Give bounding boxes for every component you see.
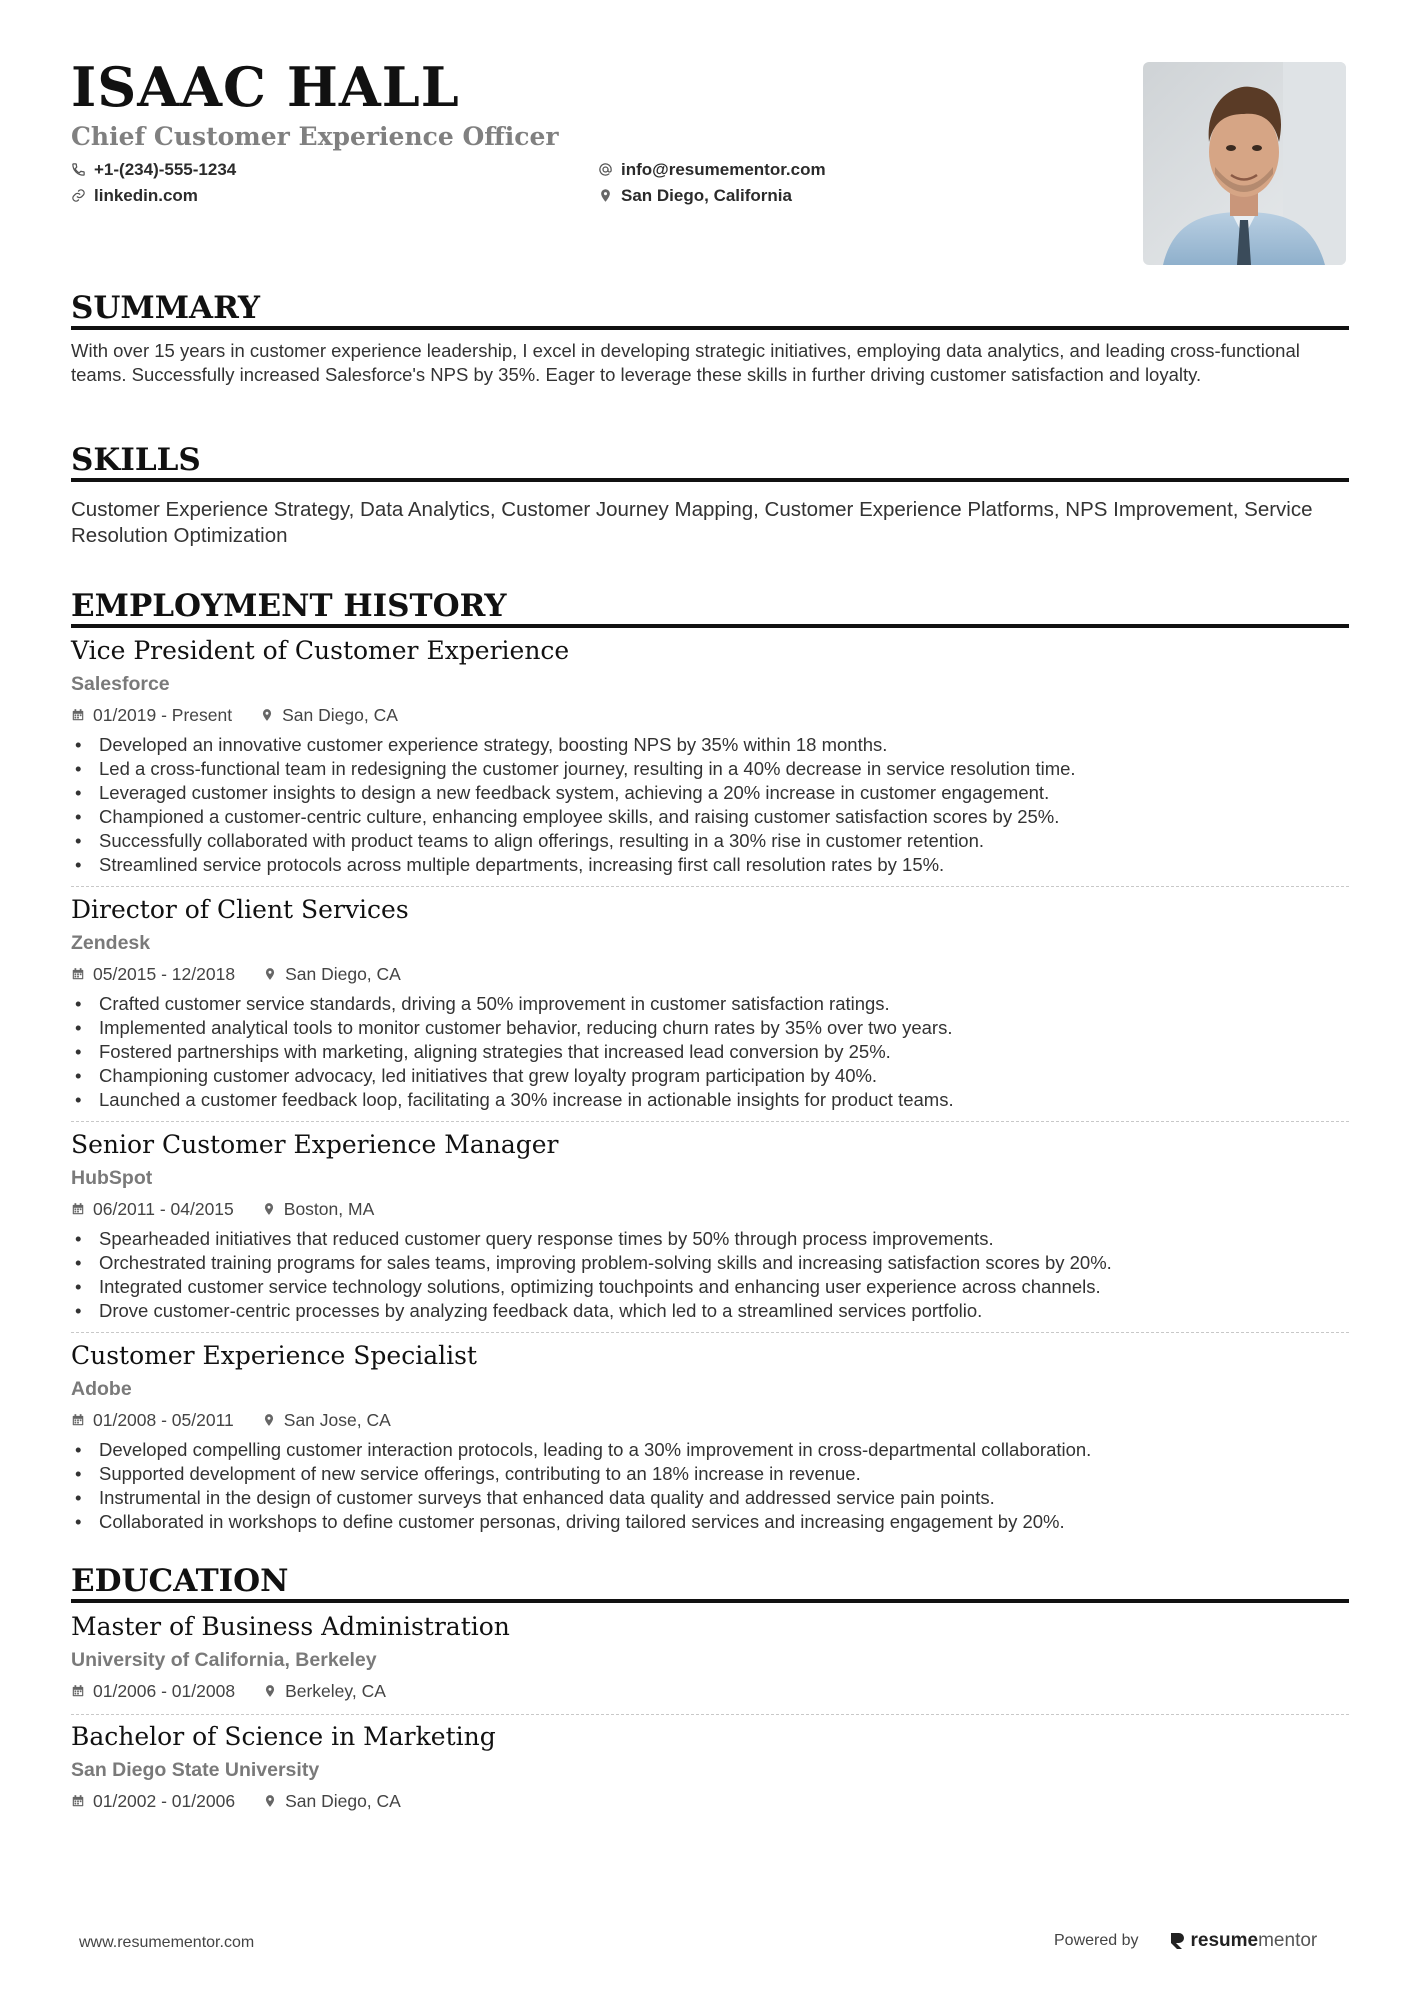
- job-divider: [71, 1332, 1349, 1333]
- education-dates: 01/2002 - 01/2006: [93, 1790, 236, 1811]
- skills-text: Customer Experience Strategy, Data Analytics, Customer Journey Mapping, Customer Experience Platforms, NPS Improvement, Service Resolution Optimization: [71, 498, 1313, 547]
- calendar-icon: [71, 1794, 85, 1808]
- calendar-icon: [71, 1413, 85, 1427]
- employment-rule: [71, 624, 1349, 628]
- map-pin-icon: [260, 708, 274, 722]
- linkedin-text: linkedin.com: [94, 186, 198, 205]
- job-location: [262, 1198, 375, 1219]
- education-entry: [71, 1724, 1349, 1810]
- job-title: Senior Customer Experience Manager: [71, 1130, 559, 1159]
- education-dates: 01/2006 - 01/2008: [93, 1680, 236, 1701]
- bullet-item: • Streamlined service protocols across multiple departments, increasing first call resolution rates by 15%.: [71, 853, 1349, 877]
- calendar-icon: [71, 1202, 85, 1216]
- job-meta: [71, 1198, 1349, 1219]
- job-meta: [71, 704, 1349, 725]
- bullet-item: • Orchestrated training programs for sales teams, improving problem-solving skills and increasing satisfaction scores by 20%.: [71, 1251, 1349, 1275]
- job-dates: 01/2008 - 05/2011: [93, 1409, 234, 1430]
- at-icon: [598, 162, 613, 177]
- bullet-item: • Instrumental in the design of customer surveys that enhanced data quality and addressed service pain points.: [71, 1486, 1349, 1510]
- bullet-item: • Leveraged customer insights to design a new feedback system, achieving a 20% increase in customer engagement.: [71, 781, 1349, 805]
- location-text: San Diego, California: [621, 186, 792, 205]
- map-pin-icon: [262, 1202, 276, 1216]
- job-title: Customer Experience Specialist: [71, 1341, 477, 1370]
- education-location-text: San Diego, CA: [285, 1790, 401, 1811]
- job-bullets: [71, 733, 1349, 877]
- bullet-item: • Drove customer-centric processes by analyzing feedback data, which led to a streamlined services portfolio.: [71, 1299, 1349, 1323]
- job-divider: [71, 1121, 1349, 1122]
- job-location: [260, 704, 398, 725]
- skills-heading: SKILLS: [71, 442, 201, 478]
- job-location-text: San Diego, CA: [282, 704, 398, 725]
- summary-text: With over 15 years in customer experience leadership, I excel in developing strategic initiatives, employing data analytics, and leading cross-functional teams. Successfully increased Salesforce's NPS by 35%. Eager to leverage these skills in further driving customer satisfaction and loyalty.: [71, 340, 1300, 385]
- job-dates: 05/2015 - 12/2018: [93, 963, 236, 984]
- calendar-icon: [71, 708, 85, 722]
- job-dates: 06/2011 - 04/2015: [93, 1198, 234, 1219]
- bullet-item: • Implemented analytical tools to monitor customer behavior, reducing churn rates by 35% over two years.: [71, 1016, 1349, 1040]
- job-meta: [71, 963, 1349, 984]
- bullet-item: • Supported development of new service offerings, contributing to an 18% increase in revenue.: [71, 1462, 1349, 1486]
- footer-powered: [1054, 1930, 1317, 1952]
- job-entry: [71, 897, 1349, 1112]
- contact-phone[interactable]: [71, 161, 236, 178]
- summary-heading: SUMMARY: [71, 290, 261, 326]
- school-name: University of California, Berkeley: [71, 1649, 377, 1671]
- job-location-text: Boston, MA: [283, 1198, 375, 1219]
- candidate-title: Chief Customer Experience Officer: [71, 122, 559, 151]
- bullet-item: • Led a cross-functional team in redesigning the customer journey, resulting in a 40% decrease in service resolution time.: [71, 757, 1349, 781]
- education-location-text: Berkeley, CA: [285, 1680, 386, 1701]
- bullet-item: • Spearheaded initiatives that reduced customer query response times by 50% through process improvements.: [71, 1227, 1349, 1251]
- job-company: HubSpot: [71, 1167, 153, 1189]
- job-location: [262, 1409, 391, 1430]
- calendar-icon: [71, 1684, 85, 1698]
- resumementor-logo-icon: [1169, 1932, 1185, 1950]
- email-text: info@resumementor.com: [621, 160, 826, 179]
- contact-location: [598, 187, 792, 204]
- job-location-text: San Jose, CA: [283, 1409, 391, 1430]
- phone-icon: [71, 162, 86, 177]
- job-bullets: [71, 992, 1349, 1112]
- map-pin-icon: [598, 188, 613, 203]
- footer-website[interactable]: www.resumementor.com: [79, 1934, 255, 1951]
- bullet-item: • Crafted customer service standards, driving a 50% improvement in customer satisfaction ratings.: [71, 992, 1349, 1016]
- job-entry: [71, 1132, 1349, 1323]
- map-pin-icon: [263, 1794, 277, 1808]
- job-entry: [71, 1343, 1349, 1534]
- brand-part-b: mentor: [1258, 1930, 1318, 1951]
- brand-part-a: resume: [1190, 1930, 1259, 1951]
- skills-rule: [71, 478, 1349, 482]
- job-company: Zendesk: [71, 932, 151, 954]
- job-location: [263, 963, 401, 984]
- profile-photo: [1143, 62, 1346, 265]
- brand-logo[interactable]: [1169, 1930, 1318, 1952]
- job-dates: 01/2019 - Present: [93, 704, 233, 725]
- bullet-item: • Developed compelling customer interaction protocols, leading to a 30% improvement in cross-departmental collaboration.: [71, 1438, 1349, 1462]
- education-divider: [71, 1714, 1349, 1715]
- job-location-text: San Diego, CA: [285, 963, 401, 984]
- bullet-item: • Successfully collaborated with product teams to align offerings, resulting in a 30% rise in customer retention.: [71, 829, 1349, 853]
- job-company: Adobe: [71, 1378, 132, 1400]
- bullet-item: • Integrated customer service technology solutions, optimizing touchpoints and enhancing user experience across channels.: [71, 1275, 1349, 1299]
- education-location: [263, 1790, 401, 1811]
- bullet-item: • Launched a customer feedback loop, facilitating a 30% increase in actionable insights for product teams.: [71, 1088, 1349, 1112]
- job-company: Salesforce: [71, 673, 170, 695]
- job-entry: [71, 638, 1349, 877]
- job-meta: [71, 1409, 1349, 1430]
- map-pin-icon: [263, 967, 277, 981]
- contact-email[interactable]: [598, 161, 826, 178]
- education-location: [263, 1680, 386, 1701]
- job-bullets: [71, 1227, 1349, 1323]
- map-pin-icon: [263, 1684, 277, 1698]
- summary-rule: [71, 326, 1349, 330]
- education-meta: [71, 1680, 1349, 1701]
- bullet-item: • Championed a customer-centric culture, enhancing employee skills, and raising customer satisfaction scores by 25%.: [71, 805, 1349, 829]
- degree-title: Master of Business Administration: [71, 1612, 510, 1641]
- job-bullets: [71, 1438, 1349, 1534]
- education-meta: [71, 1790, 1349, 1811]
- bullet-item: • Collaborated in workshops to define customer personas, driving tailored services and increasing engagement by 20%.: [71, 1510, 1349, 1534]
- education-entry: [71, 1614, 1349, 1700]
- phone-text: +1-(234)-555-1234: [94, 160, 237, 179]
- education-rule: [71, 1599, 1349, 1603]
- bullet-item: • Championing customer advocacy, led initiatives that grew loyalty program participation by 40%.: [71, 1064, 1349, 1088]
- school-name: San Diego State University: [71, 1759, 320, 1781]
- job-title: Director of Client Services: [71, 895, 409, 924]
- education-heading: EDUCATION: [71, 1563, 289, 1599]
- job-divider: [71, 886, 1349, 887]
- employment-heading: EMPLOYMENT HISTORY: [71, 588, 507, 624]
- candidate-name: ISAAC HALL: [71, 55, 460, 119]
- job-title: Vice President of Customer Experience: [71, 636, 570, 665]
- map-pin-icon: [262, 1413, 276, 1427]
- link-icon: [71, 188, 86, 203]
- contact-linkedin[interactable]: [71, 187, 198, 204]
- calendar-icon: [71, 967, 85, 981]
- bullet-item: • Developed an innovative customer experience strategy, boosting NPS by 35% within 18 months.: [71, 733, 1349, 757]
- degree-title: Bachelor of Science in Marketing: [71, 1722, 496, 1751]
- bullet-item: • Fostered partnerships with marketing, aligning strategies that increased lead conversion by 25%.: [71, 1040, 1349, 1064]
- powered-by-text: Powered by: [1054, 1932, 1139, 1949]
